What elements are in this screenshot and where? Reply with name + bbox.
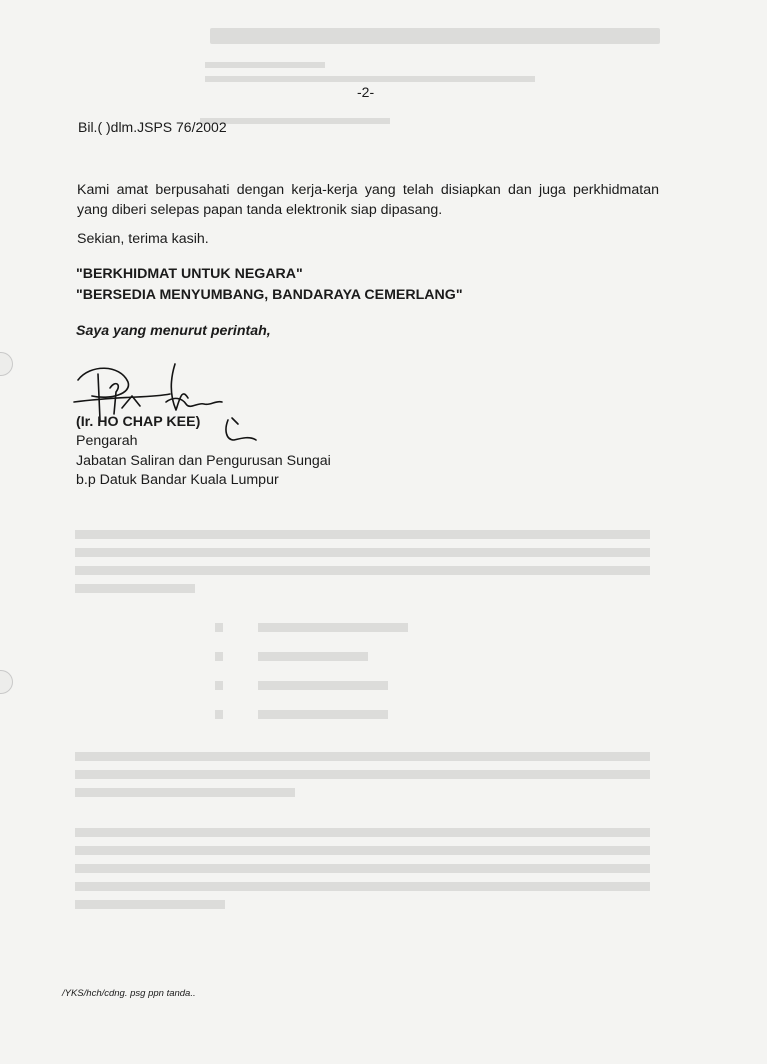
punch-hole-bottom — [0, 670, 13, 694]
page-number: -2- — [357, 84, 375, 100]
complimentary-close: Saya yang menurut perintah, — [76, 323, 271, 339]
closing-line: Sekian, terima kasih. — [77, 231, 209, 247]
signatory-title: Pengarah — [76, 433, 138, 449]
reference-number: Bil.( )dlm.JSPS 76/2002 — [78, 119, 227, 135]
motto-line-2: "BERSEDIA MENYUMBANG, BANDARAYA CEMERLANG" — [76, 287, 463, 303]
signatory-on-behalf: b.p Datuk Bandar Kuala Lumpur — [76, 472, 279, 488]
signatory-name: (Ir. HO CHAP KEE) — [76, 414, 201, 430]
punch-hole-top — [0, 352, 13, 376]
motto-line-1: "BERKHIDMAT UNTUK NEGARA" — [76, 266, 303, 282]
footer-reference: /YKS/hch/cdng. psg ppn tanda.. — [62, 988, 196, 999]
body-paragraph: Kami amat berpusahati dengan kerja-kerja yang telah disiapkan dan juga perkhidmatan yang diberi selepas papan tanda elektronik siap dipasang. — [77, 182, 659, 218]
signatory-department: Jabatan Saliran dan Pengurusan Sungai — [76, 453, 331, 469]
